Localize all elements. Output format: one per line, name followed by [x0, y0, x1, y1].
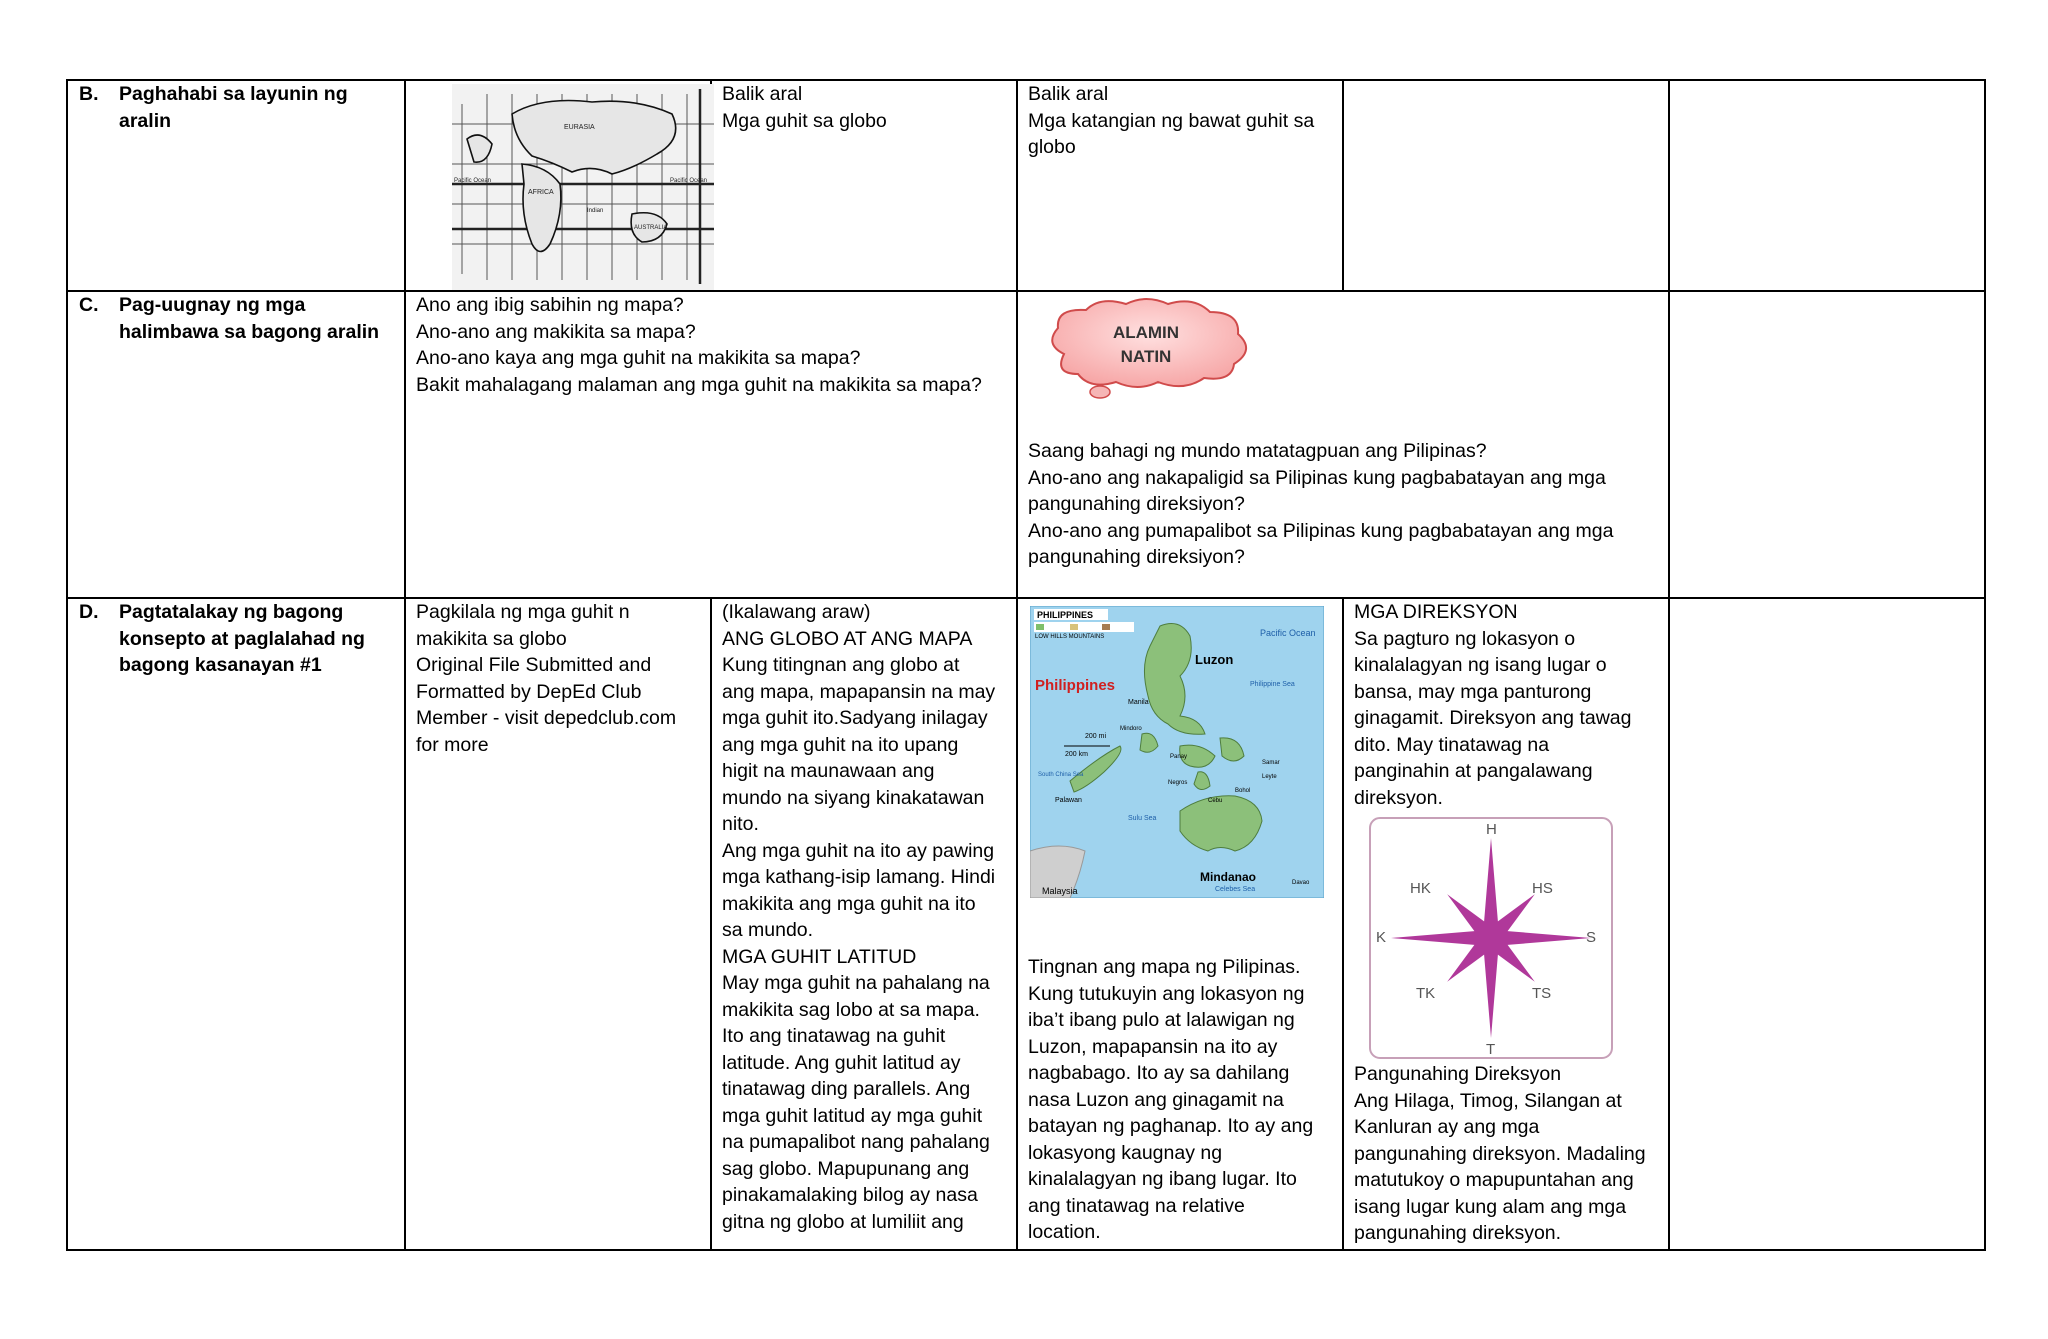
ph-map-label-south-china-sea: South China Sea	[1038, 772, 1084, 778]
ph-map-label-pacific: Pacific Ocean	[1260, 628, 1316, 638]
row-d-col5-bottom-text	[1354, 1061, 1674, 1247]
world-map-sketch	[452, 84, 714, 290]
compass-label-nw: HK	[1410, 880, 1431, 897]
text-line: Kung tutukuyin ang lokasyon ng	[1028, 982, 1305, 1005]
row-d-col3-text	[722, 599, 1012, 1235]
text-line: mundo na siyang kinakatawan	[722, 786, 985, 809]
text-line: Pagkilala ng mga guhit n	[416, 601, 630, 623]
text-line: for more	[416, 733, 489, 756]
text-line: Ano-ano ang nakapaligid sa Pilipinas kung pagbabatayan ang mga	[1028, 466, 1606, 489]
text-line: location.	[1028, 1221, 1101, 1243]
map-label-pacific-right: Pacific Ocean	[670, 178, 708, 184]
text-line: pangunahing direksiyon?	[1028, 546, 1245, 568]
row-d-col4-text	[1028, 954, 1338, 1246]
ph-map-label-sulu-sea: Sulu Sea	[1128, 815, 1157, 822]
table-border-bottom	[66, 1249, 1986, 1251]
row-b-letter: B.	[79, 83, 99, 105]
text-line: ginagamit. Direksyon ang tawag	[1354, 707, 1632, 729]
text-line: Ito ang tinatawag na guhit	[722, 1025, 946, 1047]
text-line: May mga guhit na pahalang na	[722, 972, 990, 994]
alamin-natin-cloud	[1034, 294, 1258, 404]
cloud-line-2: NATIN	[1120, 347, 1172, 366]
compass-label-e: S	[1586, 929, 1597, 946]
ph-map-legend: LOW HILLS MOUNTAINS	[1035, 634, 1105, 640]
text-line: ang tinatawag na relative	[1028, 1194, 1245, 1217]
col-divider-3	[1016, 79, 1018, 1251]
compass-label-s: T	[1486, 1041, 1496, 1058]
compass-label-w: K	[1376, 929, 1387, 946]
text-line: Original File Submitted and	[416, 654, 652, 676]
table-border-right	[1984, 79, 1986, 1251]
ph-map-label-malaysia: Malaysia	[1042, 886, 1078, 896]
row-d-title: Pagtatalakay ng bagong konsepto at paglalahad ng bagong kasanayan #1	[119, 601, 365, 676]
row-c-col4-text	[1028, 438, 1658, 571]
text-line: mga guhit ito.Sadyang inilagay	[722, 707, 988, 729]
cloud-line-1: ALAMIN	[1112, 323, 1180, 342]
text-line: tinatawag ding parallels. Ang	[722, 1078, 971, 1100]
ph-map-header: PHILIPPINES	[1037, 610, 1094, 620]
row-d-col2-text	[416, 599, 706, 758]
ph-map-label-palawan: Palawan	[1055, 797, 1082, 804]
text-line: iba’t ibang pulo at lalawigan ng	[1028, 1009, 1295, 1031]
text-line: latitude. Ang guhit latitud ay	[722, 1051, 961, 1074]
row-b-title: Paghahabi sa layunin ng aralin	[119, 83, 348, 132]
ph-map-label-mindoro: Mindoro	[1120, 726, 1142, 732]
ph-map-label-panay: Panay	[1170, 754, 1188, 760]
ph-map-label-samar: Samar	[1262, 760, 1280, 766]
ph-map-label-cebu: Cebu	[1208, 798, 1223, 804]
text-line: dito. May tinatawag na	[1354, 733, 1550, 756]
ph-map-label-negros: Negros	[1168, 780, 1188, 786]
text-line: Mga guhit sa globo	[722, 109, 887, 132]
philippines-map-image	[1030, 606, 1324, 898]
text-line: pangunahing direksyon.	[1354, 1222, 1562, 1244]
ph-map-label-leyte: Leyte	[1262, 774, 1277, 780]
row-c-col2-text	[416, 292, 1011, 398]
text-line: Member - visit depedclub.com	[416, 707, 677, 729]
text-line: gitna ng globo at lumiliit ang	[722, 1210, 964, 1233]
ph-map-scale-km: 200 km	[1065, 751, 1088, 758]
text-line: nasa Luzon ang ginagamit na	[1028, 1088, 1284, 1111]
text-line: mga guhit latitud ay mga guhit	[722, 1104, 983, 1127]
text-line: higit na maunawaan ang	[722, 760, 935, 782]
text-line: ANG GLOBO AT ANG MAPA	[722, 627, 973, 650]
text-line: nagbabago. Ito ay sa dahilang	[1028, 1062, 1290, 1084]
text-line: Kanluran ay ang mga	[1354, 1116, 1540, 1138]
map-label-africa: AFRICA	[528, 189, 554, 196]
text-line: Balik aral	[1028, 83, 1109, 105]
row-d-letter: D.	[79, 601, 99, 623]
text-line: bansa, may mga panturong	[1354, 680, 1592, 703]
text-line: makikita sa globo	[416, 627, 567, 650]
map-label-indian: Indian	[587, 208, 604, 214]
text-line: makikita sag lobo at sa mapa.	[722, 998, 980, 1021]
compass-label-se: TS	[1532, 985, 1552, 1002]
text-line: Tingnan ang mapa ng Pilipinas.	[1028, 956, 1301, 978]
text-line: sa mundo.	[722, 919, 814, 941]
text-line: Mga katangian ng bawat guhit sa	[1028, 109, 1315, 132]
map-label-eurasia: EURASIA	[564, 124, 595, 131]
row-d-col5-top-text	[1354, 599, 1664, 811]
ph-map-label-luzon: Luzon	[1195, 652, 1234, 667]
text-line: ang mga guhit na ito upang	[722, 733, 959, 756]
text-line: Saang bahagi ng mundo matatagpuan ang Pilipinas?	[1028, 440, 1487, 462]
ph-map-label-davao: Davao	[1292, 880, 1310, 886]
world-map-image	[452, 84, 714, 290]
ph-map-scale-mi: 200 mi	[1085, 733, 1107, 740]
text-line: (Ikalawang araw)	[722, 601, 871, 623]
col-divider-2b	[710, 597, 712, 1251]
row-c-title: Pag-uugnay ng mga halimbawa sa bagong aralin	[119, 294, 380, 343]
text-line: pinakamalaking bilog ay nasa	[722, 1184, 978, 1206]
text-line: Pangunahing Direksyon	[1354, 1063, 1562, 1085]
text-line: mga kathang-isip lamang. Hindi	[722, 866, 996, 888]
text-line: Ang mga guhit na ito ay pawing	[722, 839, 995, 862]
text-line: Ano-ano kaya ang mga guhit na makikita sa mapa?	[416, 347, 861, 369]
ph-map-label-celebes-sea: Celebes Sea	[1215, 886, 1256, 893]
col-divider-4a	[1342, 79, 1344, 291]
text-line: pangunahing direksiyon?	[1028, 493, 1245, 515]
ph-map-title: Philippines	[1035, 677, 1116, 694]
thought-cloud-icon	[1034, 294, 1258, 404]
text-line: lokasyong kaugnay ng	[1028, 1141, 1223, 1164]
text-line: panginahin at pangalawang	[1354, 760, 1593, 782]
text-line: MGA DIREKSYON	[1354, 601, 1518, 623]
text-line: sag globo. Mapupunang ang	[722, 1157, 970, 1180]
map-label-pacific-left: Pacific Ocean	[454, 178, 492, 184]
text-line: Balik aral	[722, 83, 803, 105]
philippines-map	[1030, 606, 1324, 898]
row-c-letter: C.	[79, 294, 99, 316]
table-border-left	[66, 79, 68, 1251]
text-line: Ano ang ibig sabihin ng mapa?	[416, 294, 684, 316]
col-divider-1	[404, 79, 406, 1251]
text-line: direksyon.	[1354, 786, 1443, 809]
text-line: Ano-ano ang pumapalibot sa Pilipinas kung pagbabatayan ang mga	[1028, 519, 1614, 542]
compass-rose-icon	[1366, 814, 1616, 1064]
compass-label-n: H	[1486, 821, 1497, 838]
map-label-australia: AUSTRALIA	[634, 225, 668, 231]
text-line: Luzon, mapapansin na ito ay	[1028, 1035, 1278, 1058]
text-line: matutukoy o mapupuntahan ang	[1354, 1169, 1634, 1191]
row-b-col3-text	[722, 81, 1012, 134]
text-line: Ang Hilaga, Timog, Silangan at	[1354, 1089, 1622, 1112]
text-line: batayan ng paghanap. Ito ay ang	[1028, 1115, 1314, 1137]
text-line: nito.	[722, 813, 759, 835]
text-line: globo	[1028, 136, 1076, 158]
ph-map-label-bohol: Bohol	[1235, 788, 1251, 794]
ph-map-label-manila: Manila	[1128, 699, 1149, 706]
text-line: Sa pagturo ng lokasyon o	[1354, 627, 1576, 650]
col-divider-4b	[1342, 597, 1344, 1251]
text-line: pangunahing direksyon. Madaling	[1354, 1142, 1646, 1165]
compass-rose-image	[1366, 814, 1616, 1064]
text-line: na pumapalibot nang pahalang	[722, 1131, 990, 1153]
text-line: kinalalagyan ng isang lugar o	[1354, 654, 1607, 676]
text-line: isang lugar kung alam ang mga	[1354, 1195, 1627, 1218]
compass-label-ne: HS	[1532, 880, 1553, 897]
compass-label-sw: TK	[1416, 985, 1436, 1002]
text-line: Ano-ano ang makikita sa mapa?	[416, 320, 696, 343]
ph-map-label-philippine-sea: Philippine Sea	[1250, 681, 1295, 688]
ph-map-label-mindanao: Mindanao	[1200, 870, 1256, 884]
text-line: Kung titingnan ang globo at	[722, 654, 960, 676]
text-line: Bakit mahalagang malaman ang mga guhit na makikita sa mapa?	[416, 373, 982, 396]
text-line: ang mapa, mapapansin na may	[722, 680, 996, 703]
text-line: kinalalagyan ng ibang lugar. Ito	[1028, 1168, 1297, 1190]
row-b-col4-text	[1028, 81, 1338, 161]
text-line: MGA GUHIT LATITUD	[722, 945, 917, 968]
text-line: Formatted by DepEd Club	[416, 680, 642, 703]
text-line: makikita ang mga guhit na ito	[722, 892, 976, 915]
